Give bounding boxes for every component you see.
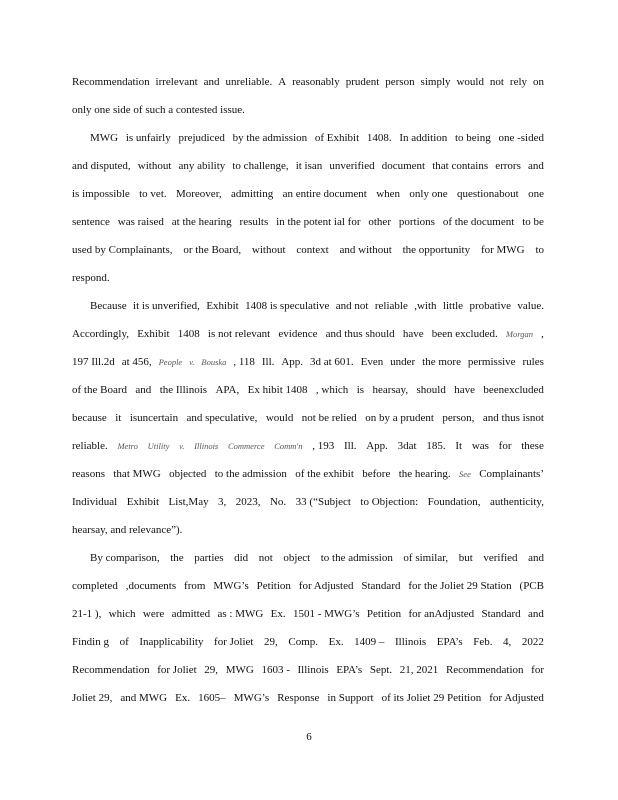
- text-word: 197 Ill.2d: [72, 356, 115, 368]
- text-word: List,May: [168, 496, 209, 508]
- text-word: Illinois: [395, 636, 427, 648]
- text-word: and: [527, 160, 544, 172]
- citation-word: Commerce: [227, 441, 265, 451]
- text-word: the hearing.: [398, 468, 451, 480]
- text-word: 1605–: [198, 692, 226, 704]
- text-word: were: [142, 608, 165, 620]
- text-word: for Joliet: [157, 664, 197, 676]
- text-word: as : MWG: [217, 608, 264, 620]
- text-word: 1408.: [366, 132, 392, 144]
- text-word: irrelevant: [155, 76, 198, 88]
- text-word: without: [137, 160, 172, 172]
- text-word: one -sided: [498, 132, 544, 144]
- text-line: [72, 208, 544, 236]
- text-word: (PCB: [519, 580, 544, 592]
- text-word: for anAdjusted: [408, 608, 475, 620]
- text-line: [72, 376, 544, 404]
- text-word: MWG’s: [233, 692, 270, 704]
- text-word: unverified: [329, 160, 375, 172]
- text-word: in the potent ial for: [276, 216, 361, 228]
- text-word: , 118: [233, 356, 255, 368]
- text-word: before: [362, 468, 391, 480]
- text-word: to Objection:: [360, 496, 419, 508]
- text-word: MWG: [225, 664, 254, 676]
- text-word: for: [531, 664, 544, 676]
- text-word: have: [454, 384, 476, 396]
- text-word: 1501 - MWG’s: [292, 608, 360, 620]
- text-word: Findin g: [72, 636, 109, 648]
- text-word: have: [402, 328, 424, 340]
- citation-word: Morgan: [505, 329, 533, 339]
- text-line: [72, 96, 544, 124]
- text-word: for MWG: [480, 244, 525, 256]
- text-line: [72, 348, 544, 376]
- text-line: [72, 460, 544, 488]
- text-word: Ex.: [175, 692, 191, 704]
- text-word: of its Joliet 29 Petition: [381, 692, 482, 704]
- text-word: used by Complainants,: [72, 244, 173, 256]
- text-word: In addition: [399, 132, 448, 144]
- text-word: would: [265, 412, 294, 424]
- text-word: for Adjusted: [489, 692, 544, 704]
- text-word: context: [296, 244, 329, 256]
- text-word: it isan: [295, 160, 323, 172]
- text-word: should: [416, 384, 446, 396]
- text-word: which: [108, 608, 136, 620]
- text-word: 21-1 ),: [72, 608, 102, 620]
- text-word: Feb.: [473, 636, 493, 648]
- text-word: questionabout: [456, 188, 519, 200]
- text-word: of similar,: [403, 552, 449, 564]
- text-word: for the Joliet 29 Station: [408, 580, 512, 592]
- text-word: and speculative,: [186, 412, 258, 424]
- text-word: results: [239, 216, 269, 228]
- text-word: 1603 -: [261, 664, 290, 676]
- text-word: to: [535, 244, 544, 256]
- text-word: at 456,: [121, 356, 152, 368]
- text-word: did: [234, 552, 249, 564]
- text-word: permissive: [467, 356, 516, 368]
- text-word: 2023,: [235, 496, 261, 508]
- text-word: prudent: [345, 76, 380, 88]
- text-word: and: [527, 608, 544, 620]
- text-word: Ill.: [261, 356, 275, 368]
- text-word: when: [376, 188, 401, 200]
- text-word: on: [532, 76, 544, 88]
- text-word: it is unverified,: [133, 300, 200, 312]
- text-word: the opportunity: [402, 244, 471, 256]
- body-text: [72, 68, 544, 712]
- text-word: only one: [409, 188, 448, 200]
- citation-word: Illinois: [194, 441, 219, 451]
- text-word: 3dat: [397, 440, 417, 452]
- text-word: of the document: [442, 216, 515, 228]
- text-word: in Support: [327, 692, 374, 704]
- citation-word: Utility: [147, 441, 170, 451]
- text-word: sentence: [72, 216, 110, 228]
- text-word: Ill.: [343, 440, 357, 452]
- citation-word: Metro: [117, 441, 138, 451]
- text-word: and: [135, 384, 152, 396]
- text-word: 3,: [218, 496, 227, 508]
- text-word: not be relied: [301, 412, 357, 424]
- text-word: Petition: [256, 580, 291, 592]
- text-word: Illinois: [297, 664, 329, 676]
- text-word: 29,: [204, 664, 219, 676]
- citation-word: v.: [189, 357, 195, 367]
- text-word: other: [368, 216, 391, 228]
- text-word: and thus should: [325, 328, 395, 340]
- text-word: Even: [360, 356, 384, 368]
- text-word: to vet.: [139, 188, 167, 200]
- text-word: on by a prudent: [365, 412, 434, 424]
- text-word: of the exhibit: [295, 468, 354, 480]
- text-word: Complainants’: [479, 468, 544, 480]
- text-word: probative: [469, 300, 511, 312]
- text-word: prejudiced: [178, 132, 225, 144]
- text-word: reliable: [374, 300, 408, 312]
- text-word: Ex.: [270, 608, 286, 620]
- text-word: not: [258, 552, 273, 564]
- text-word: reliable.: [72, 440, 108, 452]
- text-word: Ex.: [328, 636, 344, 648]
- text-word: Comp.: [288, 636, 319, 648]
- text-word: 185.: [426, 440, 446, 452]
- text-word: , 193: [312, 440, 335, 452]
- text-word: Recommendation: [445, 664, 524, 676]
- text-word: unreliable.: [225, 76, 273, 88]
- text-word: and disputed,: [72, 160, 131, 172]
- text-word: APA,: [215, 384, 240, 396]
- text-word: of the Board: [72, 384, 127, 396]
- citation-word: Comm'n: [274, 441, 303, 451]
- text-word: only one side of such a contested issue.: [72, 104, 245, 116]
- text-word: MWG’s: [213, 580, 249, 592]
- text-word: these: [521, 440, 544, 452]
- text-word: one: [528, 188, 544, 200]
- text-word: the more: [422, 356, 461, 368]
- text-word: simply: [420, 76, 451, 88]
- text-word: Because: [90, 300, 127, 312]
- text-word: parties: [194, 552, 224, 564]
- text-word: Exhibit: [137, 328, 170, 340]
- text-word: 3d at 601.: [309, 356, 354, 368]
- text-word: value.: [517, 300, 544, 312]
- text-word: App.: [281, 356, 304, 368]
- text-word: admitting: [231, 188, 274, 200]
- text-word: is unfairly: [125, 132, 171, 144]
- text-word: Standard: [481, 608, 521, 620]
- text-word: authenticity,: [489, 496, 544, 508]
- text-word: but: [458, 552, 473, 564]
- text-word: Petition: [366, 608, 402, 620]
- text-word: reasonably: [292, 76, 340, 88]
- text-word: ,documents: [125, 580, 177, 592]
- text-word: under: [390, 356, 416, 368]
- text-word: admitted: [171, 608, 211, 620]
- text-word: Ex hibit 1408: [247, 384, 308, 396]
- text-word: Moreover,: [175, 188, 222, 200]
- text-word: 1408: [177, 328, 200, 340]
- text-word: is: [356, 384, 365, 396]
- text-word: 2022: [521, 636, 544, 648]
- text-word: and not: [335, 300, 369, 312]
- text-word: person,: [442, 412, 475, 424]
- text-line: [72, 488, 544, 516]
- text-word: Response: [277, 692, 320, 704]
- text-word: Foundation,: [427, 496, 481, 508]
- text-line: [72, 656, 544, 684]
- text-word: and thus isnot: [482, 412, 544, 424]
- text-word: errors: [495, 160, 521, 172]
- text-word: for Adjusted: [298, 580, 354, 592]
- citation-word: See: [459, 469, 471, 479]
- citation-word: v.: [179, 441, 185, 451]
- text-word: EPA’s: [336, 664, 363, 676]
- text-word: Sept.: [369, 664, 393, 676]
- text-word: been excluded.: [431, 328, 498, 340]
- text-word: without: [251, 244, 286, 256]
- text-word: Accordingly,: [72, 328, 130, 340]
- text-line: [72, 264, 544, 292]
- text-word: would: [456, 76, 484, 88]
- text-word: ,: [541, 328, 544, 340]
- text-word: EPA’s: [436, 636, 463, 648]
- citation-word: Bouska: [201, 357, 227, 367]
- text-word: 4,: [503, 636, 512, 648]
- text-word: to being: [454, 132, 491, 144]
- text-word: A: [278, 76, 287, 88]
- text-word: Individual: [72, 496, 118, 508]
- text-line: [72, 600, 544, 628]
- text-word: Joliet 29,: [72, 692, 113, 704]
- text-word: It: [455, 440, 463, 452]
- text-word: to the admission: [214, 468, 287, 480]
- text-line: [72, 68, 544, 96]
- text-word: rules: [522, 356, 544, 368]
- text-word: 29,: [264, 636, 278, 648]
- text-word: Exhibit: [206, 300, 239, 312]
- citation-word: People: [158, 357, 183, 367]
- text-line: [72, 152, 544, 180]
- text-word: person: [385, 76, 415, 88]
- text-word: was: [471, 440, 489, 452]
- text-word: is impossible: [72, 188, 130, 200]
- text-line: [72, 124, 544, 152]
- text-word: By comparison,: [90, 552, 160, 564]
- text-word: is not relevant: [207, 328, 271, 340]
- text-word: little: [442, 300, 464, 312]
- text-line: [72, 684, 544, 712]
- text-word: Recommendation: [72, 664, 150, 676]
- text-word: and without: [339, 244, 392, 256]
- text-word: evidence: [278, 328, 318, 340]
- text-word: that contains: [432, 160, 489, 172]
- text-word: Standard: [361, 580, 401, 592]
- text-word: to be: [522, 216, 544, 228]
- text-word: that MWG: [113, 468, 161, 480]
- text-word: isuncertain: [129, 412, 179, 424]
- text-word: object: [283, 552, 311, 564]
- text-word: 1408 is speculative: [245, 300, 330, 312]
- text-word: any ability: [178, 160, 226, 172]
- text-line: [72, 628, 544, 656]
- text-word: MWG: [90, 132, 119, 144]
- text-word: No.: [269, 496, 287, 508]
- text-line: [72, 292, 544, 320]
- text-word: 21, 2021: [399, 664, 439, 676]
- text-word: hearsay, and relevance”).: [72, 524, 183, 536]
- text-word: reasons: [72, 468, 105, 480]
- text-word: beenexcluded: [483, 384, 544, 396]
- text-word: from: [184, 580, 206, 592]
- text-word: or the Board,: [183, 244, 242, 256]
- text-line: [72, 516, 544, 544]
- text-line: [72, 180, 544, 208]
- text-word: 1409 –: [354, 636, 385, 648]
- text-word: by the admission: [232, 132, 308, 144]
- text-line: [72, 432, 544, 460]
- text-line: [72, 404, 544, 432]
- text-word: App.: [366, 440, 388, 452]
- text-word: not: [489, 76, 504, 88]
- text-word: of Exhibit: [314, 132, 360, 144]
- text-word: of: [119, 636, 129, 648]
- text-word: and: [203, 76, 220, 88]
- text-word: hearsay,: [372, 384, 409, 396]
- text-word: the Illinois: [159, 384, 208, 396]
- text-word: objected: [169, 468, 207, 480]
- text-word: an entire document: [282, 188, 367, 200]
- text-word: and: [528, 552, 544, 564]
- text-line: [72, 236, 544, 264]
- text-word: was raised: [117, 216, 164, 228]
- text-word: respond.: [72, 272, 110, 284]
- text-word: Exhibit: [126, 496, 160, 508]
- text-word: completed: [72, 580, 118, 592]
- text-word: 33 (“Subject: [295, 496, 351, 508]
- text-word: for: [498, 440, 512, 452]
- text-word: rely: [509, 76, 528, 88]
- text-word: it: [115, 412, 122, 424]
- text-word: to the admission: [320, 552, 393, 564]
- text-line: [72, 320, 544, 348]
- page-number: 6: [306, 731, 312, 743]
- text-word: portions: [398, 216, 435, 228]
- text-word: for Joliet: [214, 636, 254, 648]
- text-word: verified: [483, 552, 518, 564]
- text-line: [72, 572, 544, 600]
- text-word: to challenge,: [232, 160, 289, 172]
- text-word: the: [170, 552, 184, 564]
- text-word: document: [381, 160, 426, 172]
- text-word: and MWG: [120, 692, 168, 704]
- text-word: Inapplicability: [139, 636, 204, 648]
- text-word: ,with: [414, 300, 437, 312]
- text-line: [72, 544, 544, 572]
- text-word: , which: [315, 384, 349, 396]
- text-word: at the hearing: [171, 216, 232, 228]
- text-word: Recommendation: [72, 76, 150, 88]
- text-word: because: [72, 412, 107, 424]
